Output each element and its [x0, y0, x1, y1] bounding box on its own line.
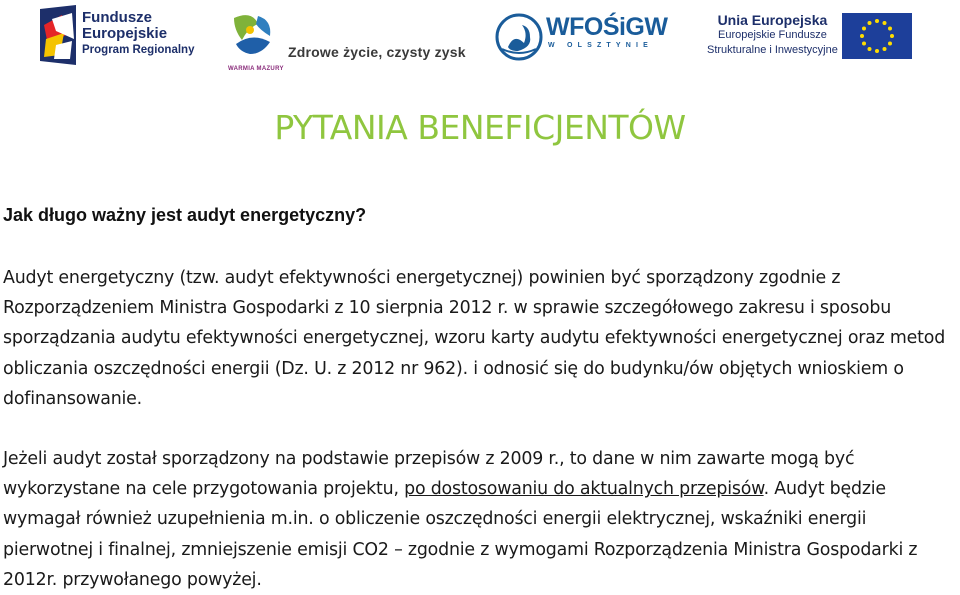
fe-line2: Europejskie [82, 25, 168, 42]
answer-paragraph-2 [3, 444, 960, 595]
eu-flag-icon [842, 13, 912, 59]
warmia-mazury-caption: WARMIA MAZURY [228, 66, 284, 72]
page-title: PYTANIA BENEFICJENTÓW [274, 108, 686, 147]
ue-line3: Strukturalne i Inwestycyjne [707, 44, 838, 56]
wfosigw-name: WFOŚiGW [546, 13, 668, 41]
ue-line2: Europejskie Fundusze [718, 29, 827, 41]
wfosigw-swan-logo-icon [494, 13, 544, 61]
unia-europejska-text [707, 13, 838, 58]
fundusze-europejskie-text [82, 10, 194, 58]
fe-line3: Program Regionalny [82, 44, 195, 56]
paragraph2-part1: Jeżeli audyt został sporządzony na podstawie przepisów z 2009 r., to dane w nim zawarte mogą być wykorzystane na cele przygotowania projektu, [3, 449, 855, 500]
warmia-mazury-logo-icon [228, 10, 276, 66]
paragraph2-underlined: po dostosowaniu do aktualnych przepisów [404, 479, 764, 500]
fundusze-europejskie-logo-icon [38, 5, 78, 65]
ue-line1: Unia Europejska [717, 12, 828, 28]
logo-bar [0, 0, 960, 80]
slogan: Zdrowe życie, czysty zysk [288, 44, 466, 60]
question-heading: Jak długo ważny jest audyt energetyczny? [3, 205, 367, 225]
wfosigw-city: W OLSZTYNIE [548, 42, 654, 49]
fe-line1: Fundusze [82, 9, 152, 26]
paragraph2-part2: . Audyt będzie wymagał również uzupełnienia m.in. o obliczenie oszczędności energii elektrycznej, wskaźniki energii pierwotnej i finalnej, zmniejszenie emisji CO2 – zgodnie z wymogami Rozporządzenia Ministra Gospodarki z 2012r. przywołanego powyżej. [3, 479, 918, 590]
answer-paragraph-1: Audyt energetyczny (tzw. audyt efektywności energetycznej) powinien być sporządzony zgodnie z Rozporządzeniem Ministra Gospodarki z 10 sierpnia 2012 r. w sprawie szczegółowego zakresu i sposobu sporządzania audytu efektywności energetycznej, wzoru karty audytu efektywności energetycznej oraz metod obliczania oszczędności energii (Dz. U. z 2012 nr 962). i odnosić się do budynku/ów objętych wnioskiem o dofinansowanie. [3, 268, 946, 409]
